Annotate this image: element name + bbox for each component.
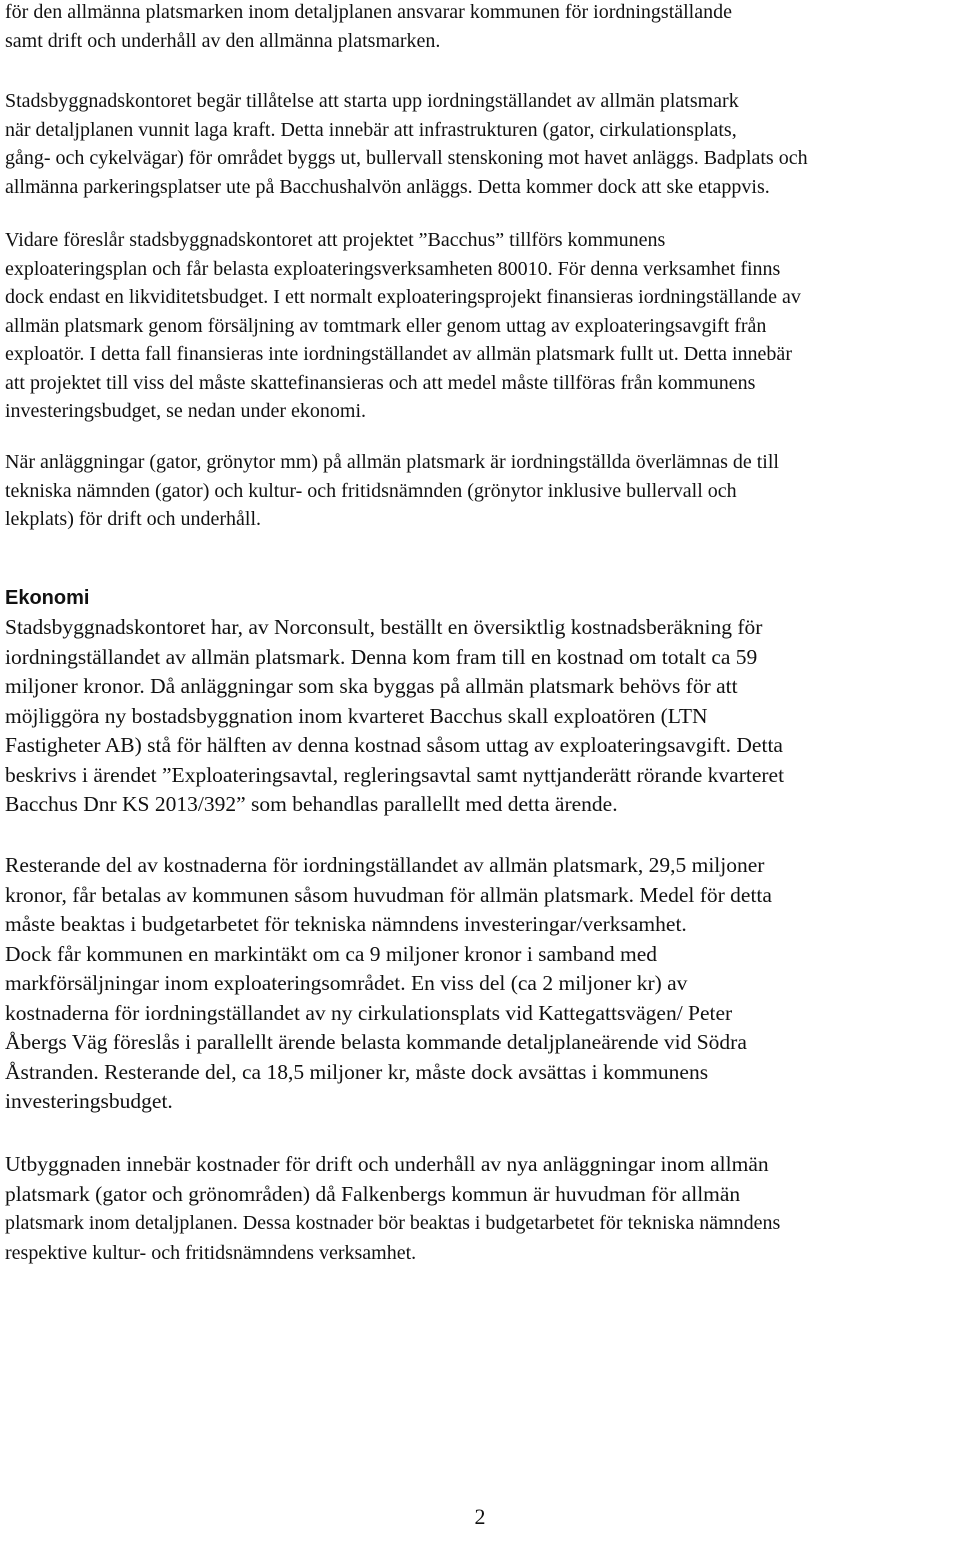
text-line: investeringsbudget, se nedan under ekonomi.	[5, 400, 367, 422]
text-line: att projektet till viss del måste skattefinansieras och att medel måste tillföras från kommunens	[5, 371, 756, 394]
text-line: kostnaderna för iordningställandet av ny cirkulationsplats vid Kattegattsvägen/ Peter	[5, 1000, 733, 1025]
text-line: när detaljplanen vunnit laga kraft. Detta innebär att infrastrukturen (gator, cirkulationsplats,	[5, 118, 737, 141]
text-line: för den allmänna platsmarken inom detaljplanen ansvarar kommunen för iordningställande	[5, 1, 732, 23]
text-line: Resterande del av kostnaderna för iordningställandet av allmän platsmark, 29,5 miljoner	[5, 853, 765, 877]
text-line: platsmark inom detaljplanen. Dessa kostnader bör beaktas i budgetarbetet för tekniska nämndens	[5, 1212, 781, 1234]
text-line: Åstranden. Resterande del, ca 18,5 miljoner kr, måste dock avsättas i kommunens	[5, 1059, 709, 1084]
paragraph-remaining-costs	[5, 851, 772, 1117]
text-line: möjliggöra ny bostadsbyggnation inom kvarteret Bacchus skall exploatören (LTN	[5, 703, 708, 728]
text-line: tekniska nämnden (gator) och kultur- och fritidsnämnden (grönytor inklusive bullervall och	[5, 479, 737, 502]
text-line: exploatör. I detta fall finansieras inte iordningställandet av allmän platsmark fullt ut. Detta innebär	[5, 343, 792, 365]
text-line: Dock får kommunen en markintäkt om ca 9 miljoner kronor i samband med	[5, 941, 657, 966]
text-line: platsmark (gator och grönområden) då Falkenbergs kommun är huvudman för allmän	[5, 1181, 741, 1206]
text-line: samt drift och underhåll av den allmänna platsmarken.	[5, 29, 441, 52]
text-line: När anläggningar (gator, grönytor mm) på allmän platsmark är iordningställda överlämnas de till	[5, 451, 779, 473]
text-line: dock endast en likviditetsbudget. I ett normalt exploateringsprojekt finansieras iordningställande av	[5, 286, 801, 308]
text-line: Vidare föreslår stadsbyggnadskontoret att projektet ”Bacchus” tillförs kommunens	[5, 229, 666, 251]
text-line: iordningställandet av allmän platsmark. Denna kom fram till en kostnad om totalt ca 59	[5, 644, 758, 669]
text-line: investeringsbudget.	[5, 1089, 173, 1113]
paragraph-exploitation-plan	[5, 226, 801, 426]
text-line: lekplats) för drift och underhåll.	[5, 508, 262, 530]
text-line: Fastigheter AB) stå för hälften av denna kostnad såsom uttag av exploateringsavgift. Detta	[5, 733, 783, 757]
page-number: 2	[474, 1504, 486, 1529]
text-line: gång- och cykelvägar) för området byggs ut, bullervall stenskoning mot havet anläggs. Badplats och	[5, 147, 808, 169]
paragraph-start-request	[5, 87, 808, 201]
paragraph-intro-continuation	[5, 0, 732, 55]
text-line: allmänna parkeringsplatser ute på Bacchushalvön anläggs. Detta kommer dock att ske etappvis.	[5, 175, 770, 198]
section-heading-ekonomi: Ekonomi	[5, 587, 90, 609]
paragraph-cost-estimate	[5, 613, 784, 820]
text-line: Åbergs Väg föreslås i parallellt ärende belasta kommande detaljplaneärende vid Södra	[5, 1030, 747, 1054]
text-line: markförsäljningar inom exploateringsområdet. En viss del (ca 2 miljoner kr) av	[5, 971, 688, 995]
text-line: allmän platsmark genom försäljning av tomtmark eller genom uttag av exploateringsavgift från	[5, 314, 767, 337]
text-line: exploateringsplan och får belasta exploateringsverksamheten 80010. För denna verksamhet finns	[5, 257, 781, 280]
text-line: Stadsbyggnadskontoret begär tillåtelse att starta upp iordningställandet av allmän platsmark	[5, 90, 739, 112]
text-line: respektive kultur- och fritidsnämndens verksamhet.	[5, 1241, 417, 1264]
text-line: måste beaktas i budgetarbetet för tekniska nämndens investeringar/verksamhet.	[5, 912, 687, 936]
text-line: kronor, får betalas av kommunen såsom huvudman för allmän platsmark. Medel för detta	[5, 882, 772, 907]
text-line: Stadsbyggnadskontoret har, av Norconsult, beställt en översiktlig kostnadsberäkning för	[5, 615, 763, 639]
text-line: miljoner kronor. Då anläggningar som ska byggas på allmän platsmark behövs för att	[5, 674, 738, 698]
paragraph-handover	[5, 448, 779, 534]
text-line: beskrivs i ärendet ”Exploateringsavtal, regleringsavtal samt nyttjanderätt rörande kvarteret	[5, 762, 785, 787]
paragraph-operating-costs	[5, 1150, 780, 1268]
text-line: Bacchus Dnr KS 2013/392” som behandlas parallellt med detta ärende.	[5, 792, 618, 816]
text-line: Utbyggnaden innebär kostnader för drift och underhåll av nya anläggningar inom allmän	[5, 1152, 769, 1176]
